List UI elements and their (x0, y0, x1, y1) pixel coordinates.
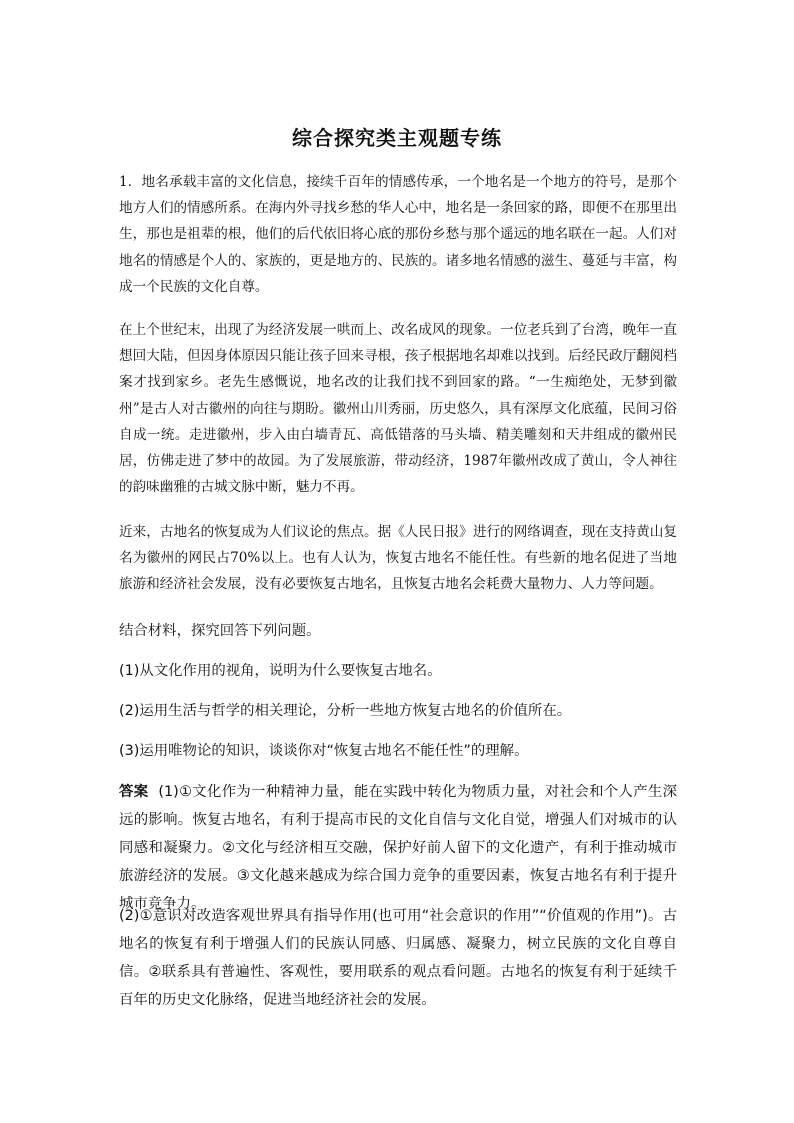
answer-label: 答案 (119, 784, 149, 800)
answer-part-2: (2)①意识对改造客观世界具有指导作用(也可用“社会意识的作用”“价值观的作用”)。古地名的恢复有利于增强人们的民族认同感、归属感、凝聚力，树立民族的文化自尊自信。②联系具有普遍性、客观性，要用联系的观点看问题。古地名的恢复有利于延续千百年的历史文化脉络，促进当地经济社会的发展。 (119, 908, 677, 1008)
answer-part-1-text: (1)①文化作为一种精神力量，能在实践中转化为物质力量，对社会和个人产生深远的影响。恢复古地名，有利于提高市民的文化自信与文化自觉，增强人们对城市的认同感和凝聚力。②文化与经济相互交融，保护好前人留下的文化遗产，有利于推动城市旅游经济的发展。③文化越来越成为综合国力竞争的重要因素，恢复古地名有利于提升城市竞争力。 (119, 784, 677, 912)
question-2: (2)运用生活与哲学的相关理论，分析一些地方恢复古地名的价值所在。 (119, 703, 572, 719)
question-3: (3)运用唯物论的知识，谈谈你对“恢复古地名不能任性”的理解。 (119, 743, 529, 759)
question-1: (1)从文化作用的视角，说明为什么要恢复古地名。 (119, 663, 442, 679)
instruction-text: 结合材料，探究回答下列问题。 (119, 623, 321, 639)
answer-part-1 (119, 778, 677, 918)
material-paragraph-2: 在上个世纪末，出现了为经济发展一哄而上、改名成风的现象。一位老兵到了台湾，晚年一直想回大陆，但因身体原因只能让孩子回来寻根，孩子根据地名却难以找到。后经民政厅翻阅档案才找到家乡。老先生感慨说，地名改的让我们找不到回家的路。“一生痴绝处，无梦到徽州”是古人对古徽州的向往与期盼。徽州山川秀丽，历史悠久，具有深厚文化底蕴，民间习俗自成一统。走进徽州，步入由白墙青瓦、高低错落的马头墙、精美雕刻和天井组成的徽州民居，仿佛走进了梦中的故园。为了发展旅游，带动经济，1987年徽州改成了黄山，令人神往的韵味幽雅的古城文脉中断，魅力不再。 (119, 322, 677, 496)
material-paragraph-1: 1．地名承载丰富的文化信息，接续千百年的情感传承，一个地名是一个地方的符号，是那个地方人们的情感所系。在海内外寻找乡愁的华人心中，地名是一条回家的路，即便不在那里出生，那也是祖辈的根，他们的后代依旧将心底的那份乡愁与那个遥远的地名联在一起。人们对地名的情感是个人的、家族的，更是地方的、民族的。诸多地名情感的滋生、蔓延与丰富，构成一个民族的文化自尊。 (119, 174, 677, 295)
page-title: 综合探究类主观题专练 (292, 126, 502, 150)
material-paragraph-3: 近来，古地名的恢复成为人们议论的焦点。据《人民日报》进行的网络调查，现在支持黄山复名为徽州的网民占70%以上。也有人认为，恢复古地名不能任性。有些新的地名促进了当地旅游和经济社会发展，没有必要恢复古地名，且恢复古地名会耗费大量物力、人力等问题。 (119, 524, 677, 593)
